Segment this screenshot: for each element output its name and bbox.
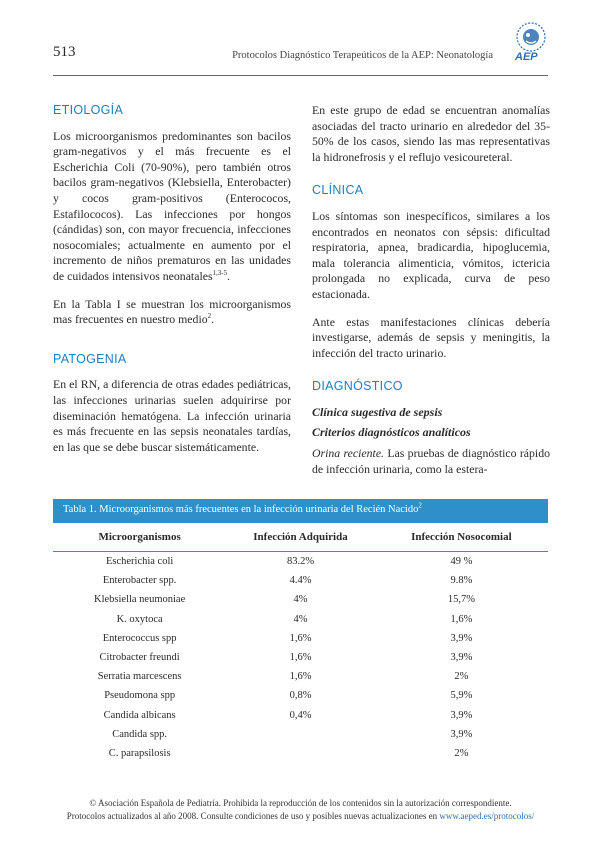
microorganisms-table bbox=[53, 499, 548, 763]
reference-sup: 2 bbox=[418, 501, 422, 510]
column-header-microorganismos: Microorganismos bbox=[53, 523, 226, 552]
etiologia-p2-text: En la Tabla I se muestran los microorganismos mas frecuentes en nuestro medio bbox=[53, 296, 291, 327]
column-header-adquirida: Infección Adquirida bbox=[226, 523, 375, 552]
logo-text: AEP bbox=[515, 51, 538, 63]
table-row bbox=[53, 667, 548, 686]
table-row bbox=[53, 648, 548, 667]
cell-adquirida: 0,8% bbox=[289, 690, 312, 702]
cell-nosocomial: 15,7% bbox=[447, 594, 475, 606]
cell-adquirida: 1,6% bbox=[289, 632, 312, 644]
diagnostico-text: Las pruebas de diagnóstico rápido de infección urinaria, como la estera- bbox=[312, 446, 550, 476]
diagnostico-heading: DIAGNÓSTICO bbox=[312, 379, 403, 394]
cell-microorganism: Candida albicans bbox=[103, 709, 176, 721]
etiologia-paragraph-2: En la Tabla I se muestran los microorganismos mas frecuentes en nuestro medio$^2$. bbox=[53, 296, 291, 327]
table-row bbox=[53, 552, 548, 572]
running-title: Protocolos Diagnóstico Terapeúticos de la AEP: Neonatología bbox=[232, 50, 493, 61]
reference-sup: 1,3-5 bbox=[212, 269, 228, 278]
header-rule bbox=[53, 75, 548, 76]
table-row bbox=[53, 571, 548, 590]
intro-paragraph: En este grupo de edad se encuentran anomalías asociadas del tracto urinario en alrededor del 35-50% de los casos, siendo las mas representativas la hidronefrosis y el reflujo vesicoureteral. bbox=[312, 103, 550, 164]
data-table bbox=[53, 523, 548, 763]
cell-nosocomial: 3,9% bbox=[450, 652, 473, 664]
cell-adquirida: 1,6% bbox=[289, 652, 312, 664]
cell-adquirida: 4% bbox=[293, 613, 308, 625]
orina-reciente-lead: Orina reciente. bbox=[312, 446, 385, 461]
footer-line-2-text: Protocolos actualizados al año 2008. Consulte condiciones de uso y posibles nuevas actualizaciones en bbox=[66, 810, 440, 821]
table-row bbox=[53, 706, 548, 725]
cell-adquirida: 0,4% bbox=[289, 709, 312, 721]
table-header-row bbox=[53, 523, 548, 552]
footer bbox=[53, 797, 548, 822]
right-column bbox=[312, 103, 550, 489]
cell-nosocomial: 3,9% bbox=[450, 709, 473, 721]
reference-sup: 2 bbox=[207, 312, 212, 321]
table-row bbox=[53, 610, 548, 629]
page-number: 513 bbox=[53, 44, 76, 60]
subheading-sepsis: Clínica sugestiva de sepsis bbox=[312, 404, 443, 419]
left-column bbox=[53, 103, 291, 467]
cell-microorganism: Candida spp. bbox=[112, 728, 168, 740]
cell-nosocomial: 2% bbox=[454, 747, 469, 759]
cell-microorganism: K. oxytoca bbox=[116, 613, 163, 625]
cell-nosocomial: 9.8% bbox=[450, 575, 473, 587]
cell-adquirida: 1,6% bbox=[289, 671, 312, 683]
cell-adquirida: 4% bbox=[293, 594, 308, 606]
cell-microorganism: Enterococcus spp bbox=[102, 632, 177, 644]
cell-nosocomial: 3,9% bbox=[450, 632, 473, 644]
cell-nosocomial: 5,9% bbox=[450, 690, 473, 702]
table-caption bbox=[53, 499, 548, 523]
clinica-paragraph-2: Ante estas manifestaciones clínicas debería investigarse, además de sepsis y meningitis, la infección del tracto urinario. bbox=[312, 314, 550, 360]
cell-adquirida: 4.4% bbox=[289, 575, 312, 587]
etiologia-p1-text: Los microorganismos predominantes son bacilos gram-negativos y el más frecuente es el Escherichia Coli (70-90%), pero también otros bacilos gram-negativos (Klebsiella, Enterobacter) y cocos gram-positivos (Enterococos, Estafilococos). Las infecciones por hongos (cándidas) son, con mayor frecuencia, infecciones nosocomiales; actualmente en aumento por el incremento de niños prematuros en las unidades de cuidados intensivos neonatales bbox=[53, 128, 291, 283]
cell-microorganism: Enterobacter spp. bbox=[102, 575, 177, 587]
table-row bbox=[53, 725, 548, 744]
cell-nosocomial: 1,6% bbox=[450, 613, 473, 625]
etiologia-paragraph-1: Los microorganismos predominantes son bacilos gram-negativos y el más frecuente es el Escherichia Coli (70-90%), pero también otros bacilos gram-negativos (Klebsiella, Enterobacter) y cocos gram-positivos (Enterococos, Estafilococos). Las infecciones por hongos (cándidas) son, con mayor frecuencia, infecciones nosocomiales; actualmente en aumento por el incremento de niños prematuros en las unidades de cuidados intensivos neonatales$^{1,3-5}$. bbox=[53, 128, 291, 283]
etiologia-heading: ETIOLOGÍA bbox=[53, 103, 124, 117]
cell-adquirida bbox=[226, 744, 375, 763]
cell-nosocomial: 2% bbox=[454, 671, 469, 683]
clinica-heading: CLÍNICA bbox=[312, 183, 364, 198]
clinica-paragraph-1: Los síntomas son inespecíficos, similares a los encontrados en neonatos con sépsis: dificultad respiratoria, apnea, bradicardia, hipoglucemia, mala tolerancia alimenticia, vómitos, ictericia prolongada no explicada, curva de peso estacionada. bbox=[312, 208, 550, 301]
diagnostico-paragraph bbox=[312, 446, 550, 477]
patogenia-paragraph: En el RN, a diferencia de otras edades pediátricas, las infecciones urinarias suelen adquirirse por diseminación hematógena. La infección urinaria es más frecuente en las sepsis neonatales tardías, en las que se debe buscar sistemáticamente. bbox=[53, 377, 291, 454]
table-row bbox=[53, 590, 548, 609]
patogenia-heading: PATOGENIA bbox=[53, 351, 127, 366]
subheading-criterios: Criterios diagnósticos analíticos bbox=[312, 424, 471, 439]
table-caption-text: Tabla 1. Microorganismos más frecuentes en la infección urinaria del Recién Nacido bbox=[63, 504, 419, 515]
cell-microorganism: Serratia marcescens bbox=[97, 671, 182, 683]
cell-nosocomial: 49 % bbox=[450, 556, 473, 568]
cell-adquirida: 83.2% bbox=[286, 556, 315, 568]
table-row bbox=[53, 629, 548, 648]
cell-microorganism: C. parapsilosis bbox=[108, 747, 171, 759]
cell-microorganism: Pseudomona spp bbox=[104, 690, 176, 702]
footer-line-2 bbox=[53, 810, 548, 823]
column-header-nosocomial: Infección Nosocomial bbox=[375, 523, 548, 552]
cell-nosocomial: 3,9% bbox=[450, 728, 473, 740]
cell-microorganism: Citrobacter freundi bbox=[99, 652, 180, 664]
cell-microorganism: Escherichia coli bbox=[105, 556, 174, 568]
copyright-line: © Asociación Española de Pediatría. Prohibida la reproducción de los contenidos sin la autorización correspondiente. bbox=[89, 798, 512, 808]
cell-microorganism: Klebsiella neumoniae bbox=[93, 594, 186, 606]
cell-adquirida bbox=[226, 725, 375, 744]
table-row bbox=[53, 686, 548, 705]
table-row bbox=[53, 744, 548, 763]
footer-url-link[interactable]: www.aeped.es/protocolos/ bbox=[439, 810, 535, 821]
